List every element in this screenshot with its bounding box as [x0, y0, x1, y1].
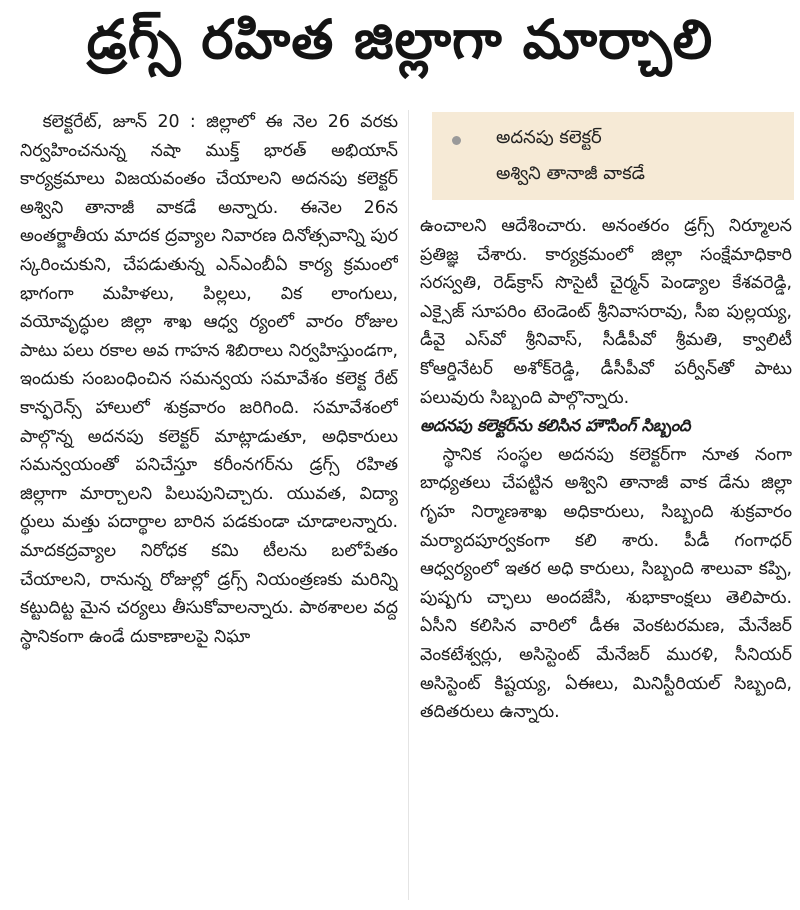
- column-divider: [408, 110, 409, 900]
- right-column: [420, 212, 792, 902]
- body-paragraph: కలెక్టరేట్, జూన్ 20 : జిల్లాలో ఈ నెల 26 వరకు నిర్వహించనున్న నషా ముక్త్ భారత్ అభియాన్ కార్యక్రమాలు విజయవంతం చేయాలని అదనపు కలెక్టర్ అశ్విని తానాజీ వాకడే అన్నారు. ఈనెల 26న అంతర్జాతీయ మాదక ద్రవ్యాల నివారణ దినోత్సవాన్ని పుర స్కరించుకుని, చేపడుతున్న ఎన్ఎంబీఏ కార్య క్రమంలో భాగంగా మహిళలు, పిల్లలు, విక లాంగులు, వయోవృద్ధుల జిల్లా శాఖ ఆధ్వ ర్యంలో వారం రోజుల పాటు పలు రకాల అవ గాహన శిబిరాలు నిర్వహిస్తుండగా, ఇందుకు సంబంధించిన సమన్వయ సమావేశం కలెక్ట రేట్ కాన్ఫరెన్స్ హాలులో శుక్రవారం జరిగింది. సమావేశంలో పాల్గొన్న అదనపు కలెక్టర్ మాట్లాడుతూ, అధికారులు సమన్వయంతో పనిచేస్తూ కరీంనగర్‌ను డ్రగ్స్ రహిత జిల్లాగా మార్చాలని పిలుపునిచ్చారు. యువత, విద్యా ర్థులు మత్తు పదార్థాల బారిన పడకుండా చూడాలన్నారు. మాదకద్రవ్యాల నిరోధక కమి టీలను బలోపేతం చేయాలని, రానున్న రోజుల్లో డ్రగ్స్ నియంత్రణకు మరిన్ని కట్టుదిట్ట మైన చర్యలు తీసుకోవాలన్నారు. పాఠశాలల వద్ద స్థానికంగా ఉండే దుకాణాలపై నిఘా: [20, 112, 398, 647]
- left-column: [20, 108, 398, 903]
- article-headline: డ్రగ్స్ రహిత జిల్లాగా మార్చాలి: [86, 7, 714, 71]
- info-box: [432, 112, 794, 200]
- info-box-name: అశ్విని తానాజీ వాకడే: [496, 163, 645, 184]
- bullet-icon: [452, 136, 461, 145]
- subheading: అదనపు కలెక్టర్‌ను కలిసిన హౌసింగ్ సిబ్బంది: [420, 416, 691, 436]
- body-paragraph: ఉంచాలని ఆదేశించారు. అనంతరం డ్రగ్స్ నిర్మూలన ప్రతిజ్ఞ చేశారు. కార్యక్రమంలో జిల్లా సంక్షేమాధికారి సరస్వతి, రెడ్‌క్రాస్ సొసైటీ చైర్మన్ పెండ్యాల కేశవరెడ్డి, ఎక్సైజ్ సూపరిం టెండెంట్ శ్రీనివాసరావు, సీఐ పుల్లయ్య, డీవై ఎస్‌వో శ్రీనివాస్, సీడీపీవో శ్రీమతి, క్వాలిటీ కోఆర్డినేటర్ అశోక్‌రెడ్డి, డీసీపీవో పర్వీన్‌తో పాటు పలువురు సిబ్బంది పాల్గొన్నారు.: [420, 216, 792, 408]
- info-box-title: అదనపు కలెక్టర్: [496, 127, 602, 148]
- body-paragraph: స్థానిక సంస్థల అదనపు కలెక్టర్‌గా నూత నంగా బాధ్యతలు చేపట్టిన అశ్విని తానాజీ వాక డేను జిల్లా గృహ నిర్మాణశాఖ అధికారులు, సిబ్బంది శుక్రవారం మర్యాదపూర్వకంగా కలి శారు. పీడీ గంగాధర్ ఆధ్వర్యంలో ఇతర అధి కారులు, సిబ్బంది శాలువా కప్పి, పుష్పగు చ్ఛాలు అందజేసి, శుభాకాంక్షలు తెలిపారు. ఏసీని కలిసిన వారిలో డీఈ వెంకటరమణ, మేనేజర్ వెంకటేశ్వర్లు, అసిస్టెంట్ మేనేజర్ మురళి, సీనియర్ అసిస్టెంట్ కిష్టయ్య, ఏఈలు, మినిస్టీరియల్ సిబ్బంది, తదితరులు ఉన్నారు.: [420, 444, 792, 723]
